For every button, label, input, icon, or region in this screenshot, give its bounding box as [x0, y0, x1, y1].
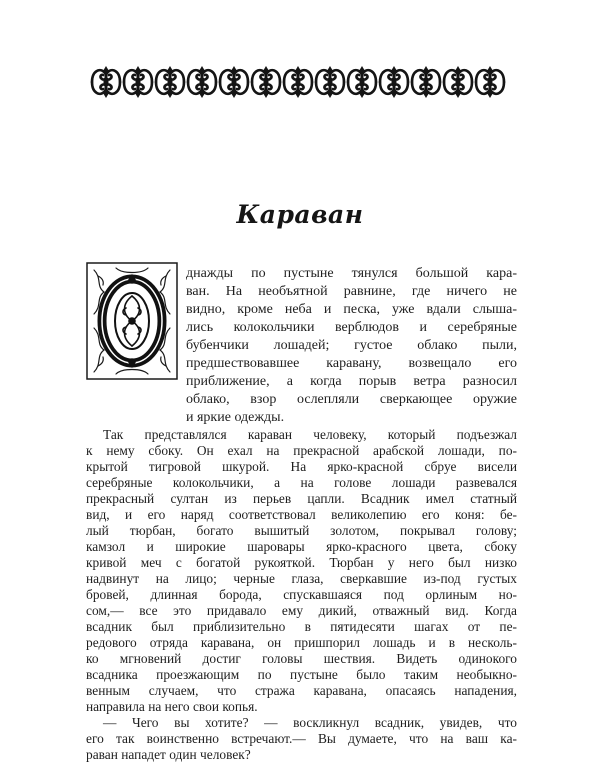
text-line: приближение, а когда порыв ветра разносил	[186, 374, 517, 389]
text-line: лый тюрбан, богато вышитый золотом, покрывал голову;	[86, 523, 517, 538]
ornament-motif	[444, 66, 472, 98]
ornament-motif	[156, 66, 184, 98]
ornament-motif	[412, 66, 440, 98]
text-line: серебряные колокольчики, а на голове лошади развевался	[86, 475, 517, 490]
text-line: — Чего вы хотите? — воскликнул всадник, увидев, что	[103, 715, 517, 730]
text-line: раван нападет один человек?	[86, 747, 251, 762]
text-line: прекрасный султан из перьев цапли. Всадник имел статный	[86, 491, 517, 506]
text-line: направила на него свои копья.	[86, 699, 258, 714]
text-line: камзол и широкие шаровары ярко-красного цвета, сбоку	[86, 539, 517, 554]
chapter-title: Караван	[236, 200, 364, 229]
text-line: венным случаем, что стража каравана, опасаясь нападения,	[86, 683, 517, 698]
text-line: лись колокольчики верблюдов и серебряные	[186, 320, 517, 335]
ornament-motif	[252, 66, 280, 98]
ornamental-dropcap-letter	[86, 262, 178, 380]
ornament-motif	[316, 66, 344, 98]
ornament-motif	[284, 66, 312, 98]
text-line: сом,— все это придавало ему дикий, отважный вид. Когда	[86, 603, 517, 618]
ornament-motif	[92, 66, 120, 98]
text-line: и яркие одежды.	[186, 410, 285, 425]
text-line: крытой тигровой шкурой. На ярко-красной сбруе висели	[86, 459, 517, 474]
ornament-motif	[124, 66, 152, 98]
text-line: ко мгновений достиг головы шествия. Видеть одинокого	[86, 651, 517, 666]
text-line: предшествовавшее каравану, возвещало его	[186, 356, 517, 371]
text-line: редового отряда каравана, он пришпорил лошадь и в несколь-	[86, 635, 517, 650]
text-line: к нему сбоку. Он ехал на прекрасной арабской лошади, по-	[86, 443, 517, 458]
ornament-motif	[380, 66, 408, 98]
text-line: Так представлялся караван человеку, который подъезжал	[103, 427, 517, 442]
text-line: ван. На необъятной равнине, где ничего не	[186, 284, 517, 299]
text-line: надвинут на лицо; черные глаза, сверкавшие из-под густых	[86, 571, 517, 586]
text-line: всадник был приблизительно в пятидесяти шагах от пе-	[86, 619, 517, 634]
text-line: его так воинственно встречают.— Вы думаете, что на ваш ка-	[86, 731, 517, 746]
text-line: кривой меч с богатой рукояткой. Тюрбан у него был низко	[86, 555, 517, 570]
decorative-header-ornament	[90, 62, 510, 102]
text-line: облако, взор ослепляли сверкающее оружие	[186, 392, 517, 407]
text-line: бубенчики лошадей; густое облако пыли,	[186, 338, 517, 353]
text-line: вид, и его наряд соответствовал великолепию его коня: бе-	[86, 507, 517, 522]
text-line: бровей, длинная борода, спускавшаяся под орлиным но-	[86, 587, 517, 602]
text-line: видно, кроме неба и песка, уже вдали слыша-	[186, 302, 517, 317]
ornament-motif	[220, 66, 248, 98]
ornament-motif	[188, 66, 216, 98]
ornament-motif	[476, 66, 504, 98]
ornament-motif	[348, 66, 376, 98]
text-line: днажды по пустыне тянулся большой кара-	[186, 266, 517, 281]
text-line: всадника проезжающим по пустыне было таким необыкно-	[86, 667, 517, 682]
